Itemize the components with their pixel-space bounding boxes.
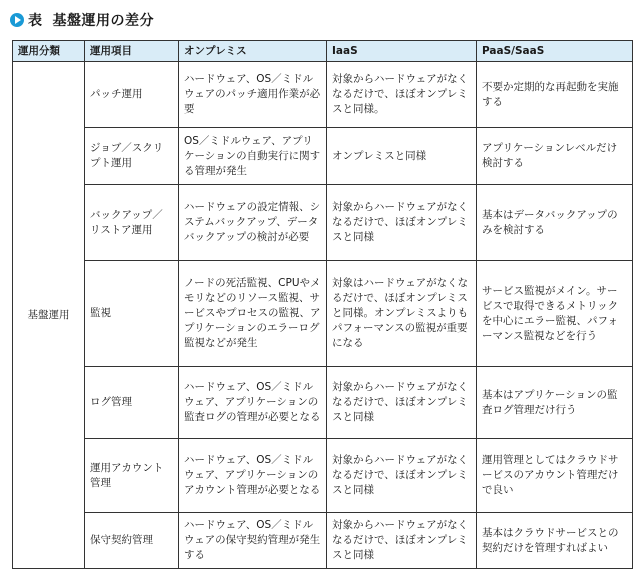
iaas-cell: オンプレミスと同様 [327,128,477,185]
table-row [13,513,633,569]
onprem-cell: ハードウェア、OS／ミドルウェア、アプリケーションの監査ログの管理が必要となる [179,367,327,439]
onprem-cell: ハードウェア、OS／ミドルウェアのパッチ適用作業が必要 [179,62,327,128]
comparison-table [12,40,633,569]
iaas-cell: 対象からハードウェアがなくなるだけで、ほぼオンプレミスと同様 [327,513,477,569]
iaas-cell: 対象からハードウェアがなくなるだけで、ほぼオンプレミスと同様 [327,439,477,513]
header-item: 運用項目 [85,41,179,62]
table-row [13,128,633,185]
category-cell: 基盤運用 [13,62,85,569]
onprem-cell: ハードウェア、OS／ミドルウェア、アプリケーションのアカウント管理が必要となる [179,439,327,513]
table-row [13,62,633,128]
table-row [13,185,633,261]
table-caption [10,8,154,32]
onprem-cell: OS／ミドルウェア、アプリケーションの自動実行に関する管理が発生 [179,128,327,185]
header-category: 運用分類 [13,41,85,62]
iaas-cell: 対象はハードウェアがなくなるだけで、ほぼオンプレミスと同様。オンプレミスよりもパフォーマンスの監視が重要になる [327,261,477,367]
onprem-cell: ハードウェア、OS／ミドルウェアの保守契約管理が発生する [179,513,327,569]
item-cell: ジョブ／スクリプト運用 [85,128,179,185]
item-cell: パッチ運用 [85,62,179,128]
item-cell: 運用アカウント管理 [85,439,179,513]
item-cell: バックアップ／リストア運用 [85,185,179,261]
paas-cell: 基本はアプリケーションの監査ログ管理だけ行う [477,367,633,439]
paas-cell: 運用管理としてはクラウドサービスのアカウント管理だけで良い [477,439,633,513]
caption-title: 基盤運用の差分 [52,13,154,29]
item-cell: 保守契約管理 [85,513,179,569]
paas-cell: 基本はクラウドサービスとの契約だけを管理すればよい [477,513,633,569]
onprem-cell: ノードの死活監視、CPUやメモリなどのリソース監視、サービスやプロセスの監視、アプリケーションのエラーログ監視などが発生 [179,261,327,367]
paas-cell: 不要か定期的な再起動を実施する [477,62,633,128]
header-paas-saas: PaaS/SaaS [477,41,633,62]
item-cell: ログ管理 [85,367,179,439]
header-iaas: IaaS [327,41,477,62]
item-cell: 監視 [85,261,179,367]
paas-cell: 基本はデータバックアップのみを検討する [477,185,633,261]
iaas-cell: 対象からハードウェアがなくなるだけで、ほぼオンプレミスと同様。 [327,62,477,128]
iaas-cell: 対象からハードウェアがなくなるだけで、ほぼオンプレミスと同様 [327,185,477,261]
paas-cell: アプリケーションレベルだけ検討する [477,128,633,185]
table-row [13,261,633,367]
header-row [13,41,633,62]
table-row [13,367,633,439]
paas-cell: サービス監視がメイン。サービスで取得できるメトリックを中心にエラー監視、パフォーマンス監視などを行う [477,261,633,367]
table-row [13,439,633,513]
iaas-cell: 対象からハードウェアがなくなるだけで、ほぼオンプレミスと同様 [327,367,477,439]
play-circle-icon [10,13,24,27]
caption-marker: 表 [28,13,43,29]
header-onpremises: オンプレミス [179,41,327,62]
onprem-cell: ハードウェアの設定情報、システムバックアップ、データバックアップの検討が必要 [179,185,327,261]
